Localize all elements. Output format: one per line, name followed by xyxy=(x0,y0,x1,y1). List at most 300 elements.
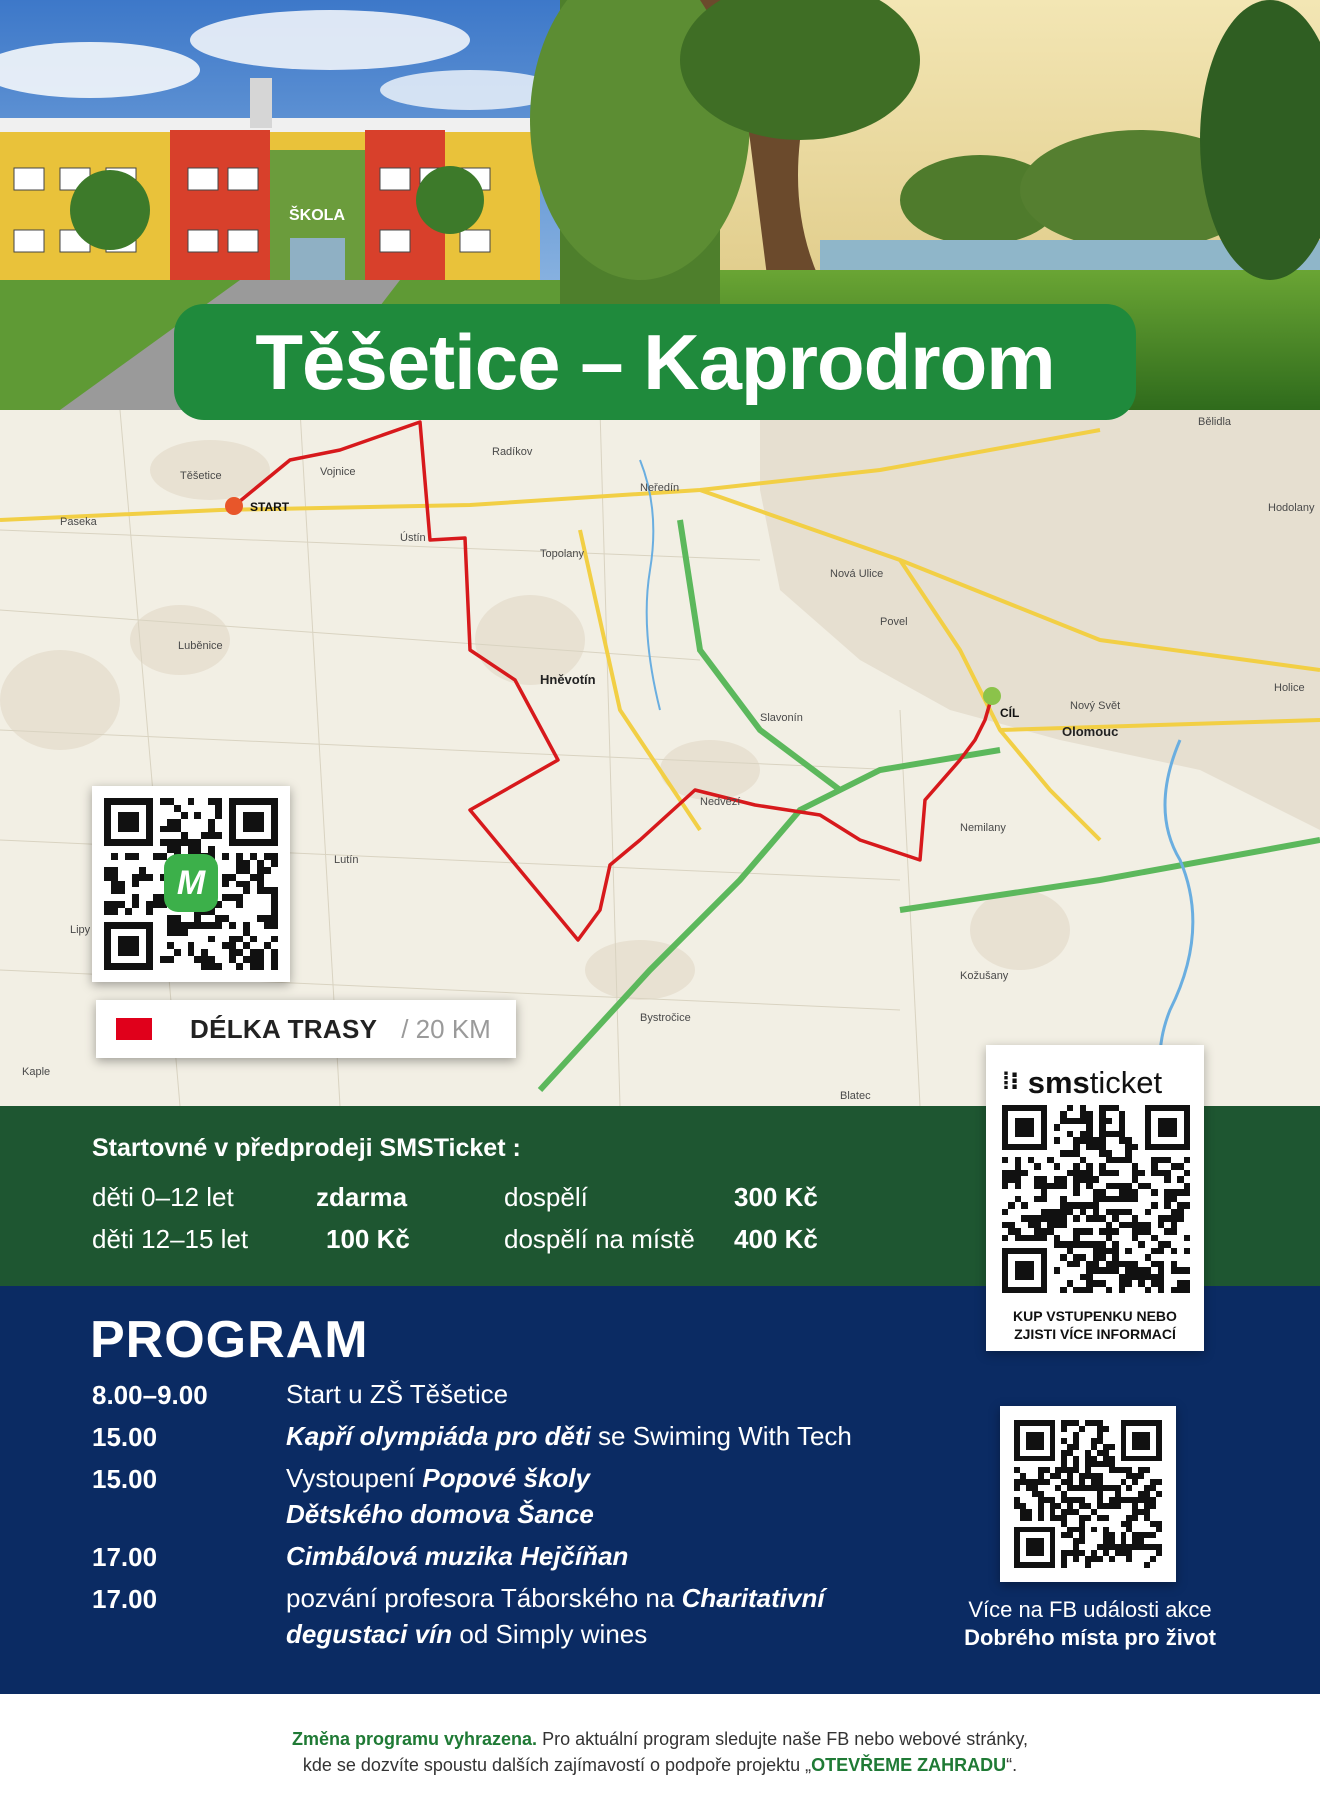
qr-module xyxy=(125,874,132,881)
qr-module xyxy=(139,839,146,846)
qr-module xyxy=(167,839,174,846)
smsticket-qr-code[interactable] xyxy=(1002,1105,1190,1293)
qr-module xyxy=(153,963,160,970)
program-time: 8.00–9.00 xyxy=(92,1380,208,1410)
qr-module xyxy=(118,846,125,853)
qr-module xyxy=(250,894,257,901)
qr-module xyxy=(146,832,153,839)
qr-module xyxy=(167,812,174,819)
qr-module xyxy=(208,936,215,943)
qr-module xyxy=(236,963,243,970)
qr-module xyxy=(188,929,195,936)
qr-module xyxy=(181,846,188,853)
qr-module xyxy=(229,908,236,915)
qr-module xyxy=(132,819,139,826)
qr-module xyxy=(146,805,153,812)
qr-module xyxy=(153,826,160,833)
qr-module xyxy=(125,853,132,860)
qr-module xyxy=(208,949,215,956)
qr-module xyxy=(208,929,215,936)
qr-module xyxy=(160,798,167,805)
qr-module xyxy=(250,887,257,894)
qr-module xyxy=(264,853,271,860)
qr-module xyxy=(222,826,229,833)
finish-marker xyxy=(983,687,1001,705)
qr-module xyxy=(264,963,271,970)
qr-module xyxy=(229,942,236,949)
qr-module xyxy=(125,915,132,922)
qr-module xyxy=(118,881,125,888)
qr-module xyxy=(132,901,139,908)
qr-module xyxy=(222,915,229,922)
qr-module xyxy=(264,887,271,894)
qr-module xyxy=(264,915,271,922)
qr-module xyxy=(222,867,229,874)
qr-module xyxy=(257,874,264,881)
qr-module xyxy=(132,929,139,936)
qr-module xyxy=(104,812,111,819)
qr-module xyxy=(264,922,271,929)
qr-module xyxy=(250,936,257,943)
qr-module xyxy=(194,826,201,833)
map-qr-card[interactable] xyxy=(92,786,290,982)
qr-module xyxy=(236,922,243,929)
qr-module xyxy=(229,819,236,826)
qr-module xyxy=(236,805,243,812)
qr-module xyxy=(146,915,153,922)
qr-module xyxy=(111,832,118,839)
qr-module xyxy=(264,826,271,833)
qr-module xyxy=(188,942,195,949)
qr-module xyxy=(160,956,167,963)
price-category: děti 0–12 let xyxy=(92,1182,234,1212)
qr-module xyxy=(271,846,278,853)
program-item: Vystoupení Popové školy Dětského domova Šance xyxy=(286,1463,594,1529)
qr-module xyxy=(188,805,195,812)
qr-module xyxy=(181,826,188,833)
qr-module xyxy=(125,798,132,805)
qr-module xyxy=(118,915,125,922)
qr-module xyxy=(153,894,160,901)
qr-module xyxy=(118,894,125,901)
qr-module xyxy=(201,839,208,846)
qr-module xyxy=(201,832,208,839)
qr-module xyxy=(111,929,118,936)
qr-module xyxy=(153,942,160,949)
qr-module xyxy=(139,846,146,853)
qr-module xyxy=(139,860,146,867)
qr-module xyxy=(167,832,174,839)
qr-module xyxy=(153,929,160,936)
map-place: Kožušany xyxy=(960,970,1009,982)
qr-module xyxy=(264,846,271,853)
qr-module xyxy=(201,942,208,949)
qr-module xyxy=(215,929,222,936)
qr-module xyxy=(271,832,278,839)
program-time: 15.00 xyxy=(92,1464,158,1494)
qr-module xyxy=(215,798,222,805)
map-place: Hněvotín xyxy=(540,672,596,687)
qr-module xyxy=(167,956,174,963)
qr-module xyxy=(153,901,160,908)
qr-module xyxy=(243,894,250,901)
mapy-app-icon: M xyxy=(164,854,218,912)
qr-module xyxy=(264,860,271,867)
qr-module xyxy=(208,839,215,846)
qr-module xyxy=(271,826,278,833)
qr-module xyxy=(139,936,146,943)
map-place: Ústín xyxy=(400,532,426,544)
qr-module xyxy=(271,942,278,949)
qr-module xyxy=(167,826,174,833)
qr-module xyxy=(181,949,188,956)
qr-module xyxy=(146,908,153,915)
qr-module xyxy=(236,846,243,853)
qr-module xyxy=(264,942,271,949)
qr-module xyxy=(257,936,264,943)
qr-module xyxy=(194,846,201,853)
qr-module xyxy=(146,929,153,936)
qr-module xyxy=(201,922,208,929)
qr-module xyxy=(257,922,264,929)
qr-module xyxy=(229,922,236,929)
qr-module xyxy=(174,949,181,956)
footer-line-1: Změna programu vyhrazena. Pro aktuální program sledujte naše FB nebo webové stránky, xyxy=(291,1729,1028,1749)
qr-module xyxy=(153,860,160,867)
qr-module xyxy=(271,860,278,867)
qr-module xyxy=(139,812,146,819)
qr-module xyxy=(201,826,208,833)
qr-module xyxy=(236,915,243,922)
qr-module xyxy=(236,901,243,908)
qr-module xyxy=(257,956,264,963)
qr-module xyxy=(132,812,139,819)
qr-module xyxy=(132,867,139,874)
qr-module xyxy=(264,908,271,915)
qr-module xyxy=(132,881,139,888)
smsticket-logo: ⁞⁝ smsticket xyxy=(1002,1065,1163,1100)
qr-module xyxy=(229,839,236,846)
qr-module xyxy=(111,881,118,888)
qr-module xyxy=(194,839,201,846)
qr-module xyxy=(188,922,195,929)
qr-module xyxy=(153,922,160,929)
qr-module xyxy=(257,798,264,805)
qr-module xyxy=(201,929,208,936)
qr-module xyxy=(174,936,181,943)
qr-module xyxy=(257,881,264,888)
qr-module xyxy=(201,846,208,853)
qr-module xyxy=(160,819,167,826)
qr-module xyxy=(188,915,195,922)
qr-module xyxy=(118,839,125,846)
qr-module xyxy=(181,963,188,970)
qr-module xyxy=(208,942,215,949)
map-place: Paseka xyxy=(60,516,97,528)
map-place: Blatec xyxy=(840,1090,871,1102)
qr-module xyxy=(104,839,111,846)
qr-module xyxy=(201,936,208,943)
qr-module xyxy=(104,860,111,867)
map-place: Nový Svět xyxy=(1070,700,1121,712)
qr-module xyxy=(236,949,243,956)
qr-module xyxy=(243,887,250,894)
fb-qr-card[interactable] xyxy=(1000,1406,1176,1582)
qr-module xyxy=(222,956,229,963)
qr-module xyxy=(104,867,111,874)
qr-module xyxy=(271,901,278,908)
program-time: 15.00 xyxy=(92,1422,158,1452)
route-length-value: / 20 KM xyxy=(401,1013,491,1044)
qr-module xyxy=(257,887,264,894)
qr-module xyxy=(125,949,132,956)
qr-module xyxy=(1184,1287,1190,1293)
qr-module xyxy=(194,956,201,963)
qr-module xyxy=(243,942,250,949)
qr-module xyxy=(201,805,208,812)
qr-module xyxy=(222,860,229,867)
qr-module xyxy=(257,826,264,833)
qr-module xyxy=(215,949,222,956)
qr-module xyxy=(229,901,236,908)
qr-module xyxy=(215,853,222,860)
qr-module xyxy=(194,936,201,943)
qr-module xyxy=(160,915,167,922)
qr-module xyxy=(271,929,278,936)
qr-module xyxy=(236,860,243,867)
qr-module xyxy=(229,936,236,943)
qr-module xyxy=(243,963,250,970)
qr-module xyxy=(243,839,250,846)
map-place: Topolany xyxy=(540,548,585,560)
qr-module xyxy=(201,963,208,970)
qr-module xyxy=(118,901,125,908)
map-place: Nová Ulice xyxy=(830,568,884,580)
qr-module xyxy=(236,798,243,805)
qr-module xyxy=(153,798,160,805)
qr-module xyxy=(181,832,188,839)
qr-module xyxy=(243,922,250,929)
qr-module xyxy=(118,805,125,812)
qr-module xyxy=(222,832,229,839)
qr-module xyxy=(236,887,243,894)
qr-module xyxy=(167,915,174,922)
qr-module xyxy=(118,867,125,874)
qr-module xyxy=(104,901,111,908)
qr-module xyxy=(194,805,201,812)
smsticket-card[interactable] xyxy=(986,1045,1204,1351)
qr-module xyxy=(215,805,222,812)
qr-module xyxy=(236,826,243,833)
qr-module xyxy=(271,908,278,915)
qr-module xyxy=(104,922,111,929)
qr-module xyxy=(146,798,153,805)
qr-module xyxy=(215,839,222,846)
qr-module xyxy=(250,922,257,929)
qr-module xyxy=(208,915,215,922)
school-sign: ŠKOLA xyxy=(289,207,345,224)
program-heading: PROGRAM xyxy=(90,1311,369,1369)
start-label: START xyxy=(250,500,290,514)
qr-module xyxy=(174,832,181,839)
qr-module xyxy=(153,805,160,812)
qr-module xyxy=(243,936,250,943)
qr-module xyxy=(104,853,111,860)
qr-module xyxy=(250,874,257,881)
qr-module xyxy=(132,949,139,956)
map-place: Bystročice xyxy=(640,1012,691,1024)
qr-module xyxy=(250,956,257,963)
qr-module xyxy=(222,812,229,819)
qr-module xyxy=(236,819,243,826)
qr-module xyxy=(188,846,195,853)
qr-module xyxy=(146,956,153,963)
qr-module xyxy=(174,942,181,949)
qr-module xyxy=(215,826,222,833)
qr-module xyxy=(111,901,118,908)
qr-module xyxy=(201,812,208,819)
qr-module xyxy=(222,963,229,970)
qr-module xyxy=(181,922,188,929)
qr-module xyxy=(104,798,111,805)
qr-module xyxy=(215,915,222,922)
qr-module xyxy=(236,839,243,846)
qr-module xyxy=(146,894,153,901)
qr-module xyxy=(229,798,236,805)
qr-module xyxy=(181,839,188,846)
fb-qr-code[interactable] xyxy=(1014,1420,1162,1568)
qr-module xyxy=(201,949,208,956)
qr-module xyxy=(250,839,257,846)
qr-module xyxy=(146,846,153,853)
map-place: Těšetice xyxy=(180,470,222,482)
qr-module xyxy=(104,949,111,956)
qr-module xyxy=(174,915,181,922)
qr-module xyxy=(160,908,167,915)
qr-module xyxy=(125,839,132,846)
qr-module xyxy=(257,819,264,826)
qr-module xyxy=(132,826,139,833)
route-color-swatch xyxy=(116,1018,152,1040)
qr-module xyxy=(257,867,264,874)
qr-module xyxy=(215,922,222,929)
price-value: 100 Kč xyxy=(326,1224,410,1254)
map-place: Luběnice xyxy=(178,640,223,652)
qr-module xyxy=(257,963,264,970)
qr-module xyxy=(229,826,236,833)
qr-module xyxy=(201,956,208,963)
program-time: 17.00 xyxy=(92,1584,158,1614)
qr-module xyxy=(243,798,250,805)
qr-module xyxy=(243,826,250,833)
qr-module xyxy=(104,956,111,963)
qr-module xyxy=(139,819,146,826)
qr-module xyxy=(104,942,111,949)
qr-module xyxy=(188,798,195,805)
qr-module xyxy=(174,798,181,805)
qr-module xyxy=(118,908,125,915)
qr-module xyxy=(167,798,174,805)
qr-module xyxy=(139,942,146,949)
qr-module xyxy=(229,853,236,860)
qr-module xyxy=(125,881,132,888)
qr-module xyxy=(146,867,153,874)
qr-module xyxy=(229,867,236,874)
price-heading: Startovné v předprodeji SMSTicket : xyxy=(92,1134,521,1162)
qr-module xyxy=(271,867,278,874)
qr-module xyxy=(125,894,132,901)
page-title: Těšetice – Kaprodrom xyxy=(255,317,1055,406)
qr-module xyxy=(222,881,229,888)
qr-module xyxy=(104,936,111,943)
qr-module xyxy=(153,881,160,888)
qr-module xyxy=(264,832,271,839)
footer xyxy=(0,1694,1320,1812)
qr-module xyxy=(181,929,188,936)
qr-module xyxy=(250,929,257,936)
qr-module xyxy=(125,942,132,949)
program-item: Kapří olympiáda pro děti se Swiming With Tech xyxy=(286,1421,852,1451)
qr-module xyxy=(125,826,132,833)
qr-module xyxy=(167,819,174,826)
qr-module xyxy=(139,894,146,901)
qr-module xyxy=(174,839,181,846)
qr-module xyxy=(229,915,236,922)
price-value: 400 Kč xyxy=(734,1224,818,1254)
qr-module xyxy=(181,798,188,805)
qr-module xyxy=(243,832,250,839)
qr-module xyxy=(104,832,111,839)
qr-module xyxy=(222,846,229,853)
qr-module xyxy=(111,812,118,819)
qr-module xyxy=(132,956,139,963)
qr-module xyxy=(222,853,229,860)
qr-module xyxy=(139,949,146,956)
qr-module xyxy=(236,812,243,819)
qr-module xyxy=(229,812,236,819)
qr-module xyxy=(139,908,146,915)
finish-label: CÍL xyxy=(1000,706,1020,720)
qr-module xyxy=(118,887,125,894)
map-place: Hodolany xyxy=(1268,502,1315,514)
qr-module xyxy=(104,819,111,826)
qr-module xyxy=(132,839,139,846)
qr-module xyxy=(264,819,271,826)
qr-module xyxy=(236,832,243,839)
qr-module xyxy=(174,812,181,819)
qr-module xyxy=(132,922,139,929)
qr-module xyxy=(208,805,215,812)
qr-module xyxy=(139,826,146,833)
qr-module xyxy=(243,812,250,819)
qr-module xyxy=(111,846,118,853)
qr-module xyxy=(194,949,201,956)
qr-module xyxy=(271,922,278,929)
qr-module xyxy=(181,915,188,922)
qr-module xyxy=(160,846,167,853)
smsticket-caption: KUP VSTUPENKU NEBO ZJISTI VÍCE INFORMACÍ xyxy=(1013,1308,1177,1342)
price-value: zdarma xyxy=(316,1182,408,1212)
qr-module xyxy=(271,819,278,826)
qr-module xyxy=(146,860,153,867)
qr-module xyxy=(139,867,146,874)
qr-module xyxy=(153,887,160,894)
map-place: Slavonín xyxy=(760,712,803,724)
qr-module xyxy=(243,819,250,826)
qr-module xyxy=(132,874,139,881)
qr-module xyxy=(111,867,118,874)
qr-module xyxy=(132,915,139,922)
